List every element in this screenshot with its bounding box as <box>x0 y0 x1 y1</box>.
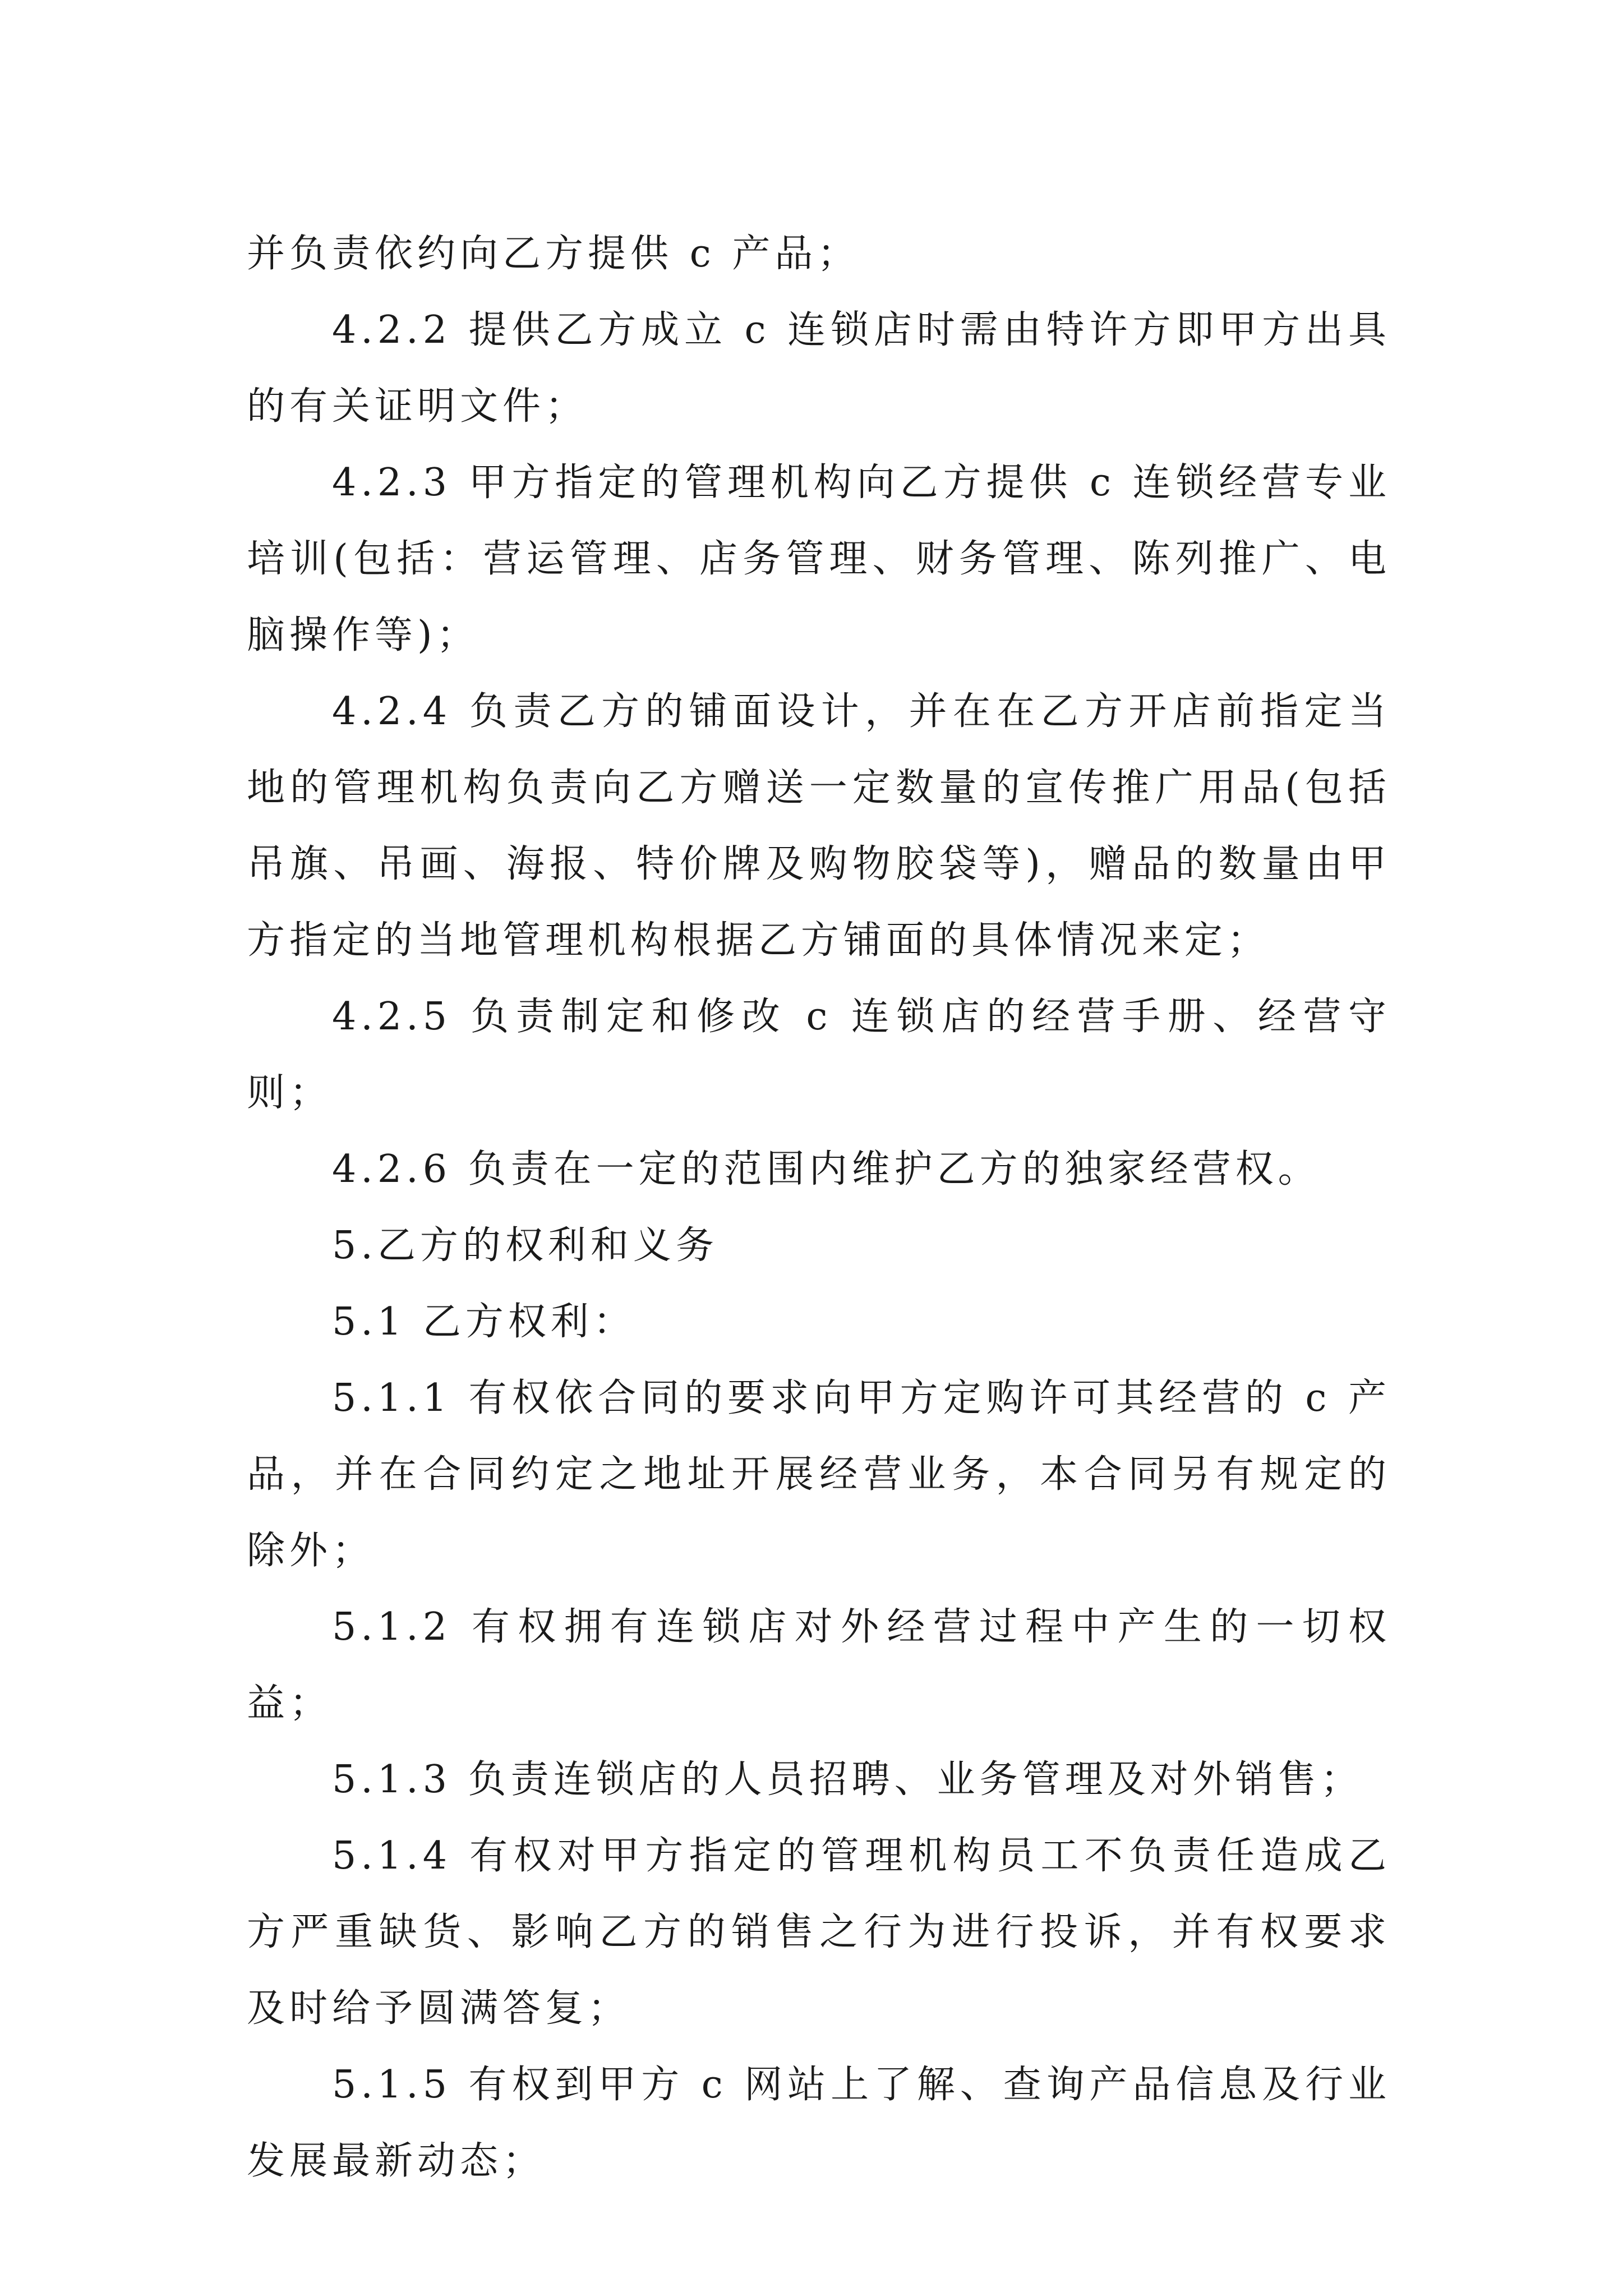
section-heading-5-1: 5.1 乙方权利： <box>332 1300 636 1344</box>
clause-4-2-4: 4.2.4 负责乙方的铺面设计，并在在乙方开店前指定当地的管理机构负责向乙方赠送一定数量的宣传推广用品(包括吊旗、吊画、海报、特价牌及购物胶袋等)，赠品的数量由甲方指定的当地管理机构根据乙方铺面的具体情况来定； <box>247 689 1391 963</box>
document-body <box>247 216 1391 2200</box>
clause-5-1-2: 5.1.2 有权拥有连锁店对外经营过程中产生的一切权益； <box>247 1605 1391 1726</box>
clause-4-2-3: 4.2.3 甲方指定的管理机构向乙方提供 c 连锁经营专业培训(包括：营运管理、店务管理、财务管理、陈列推广、电脑操作等)； <box>247 461 1391 657</box>
clause-5-1-1: 5.1.1 有权依合同的要求向甲方定购许可其经营的 c 产品，并在合同约定之地址开展经营业务，本合同另有规定的除外； <box>247 1376 1391 1573</box>
clause-4-2-5: 4.2.5 负责制定和修改 c 连锁店的经营手册、经营守则； <box>247 995 1391 1115</box>
paragraph: 并负责依约向乙方提供 c 产品； <box>247 232 860 276</box>
clause-4-2-2: 4.2.2 提供乙方成立 c 连锁店时需由特许方即甲方出具的有关证明文件； <box>247 308 1391 429</box>
section-heading-5: 5.乙方的权利和义务 <box>332 1223 718 1268</box>
clause-5-1-5: 5.1.5 有权到甲方 c 网站上了解、查询产品信息及行业发展最新动态； <box>247 2063 1391 2183</box>
clause-5-1-4: 5.1.4 有权对甲方指定的管理机构员工不负责任造成乙方严重缺货、影响乙方的销售之行为进行投诉，并有权要求及时给予圆满答复； <box>247 1834 1391 2031</box>
clause-4-2-6: 4.2.6 负责在一定的范围内维护乙方的独家经营权。 <box>332 1147 1321 1191</box>
clause-5-1-3: 5.1.3 负责连锁店的人员招聘、业务管理及对外销售； <box>332 1757 1363 1802</box>
